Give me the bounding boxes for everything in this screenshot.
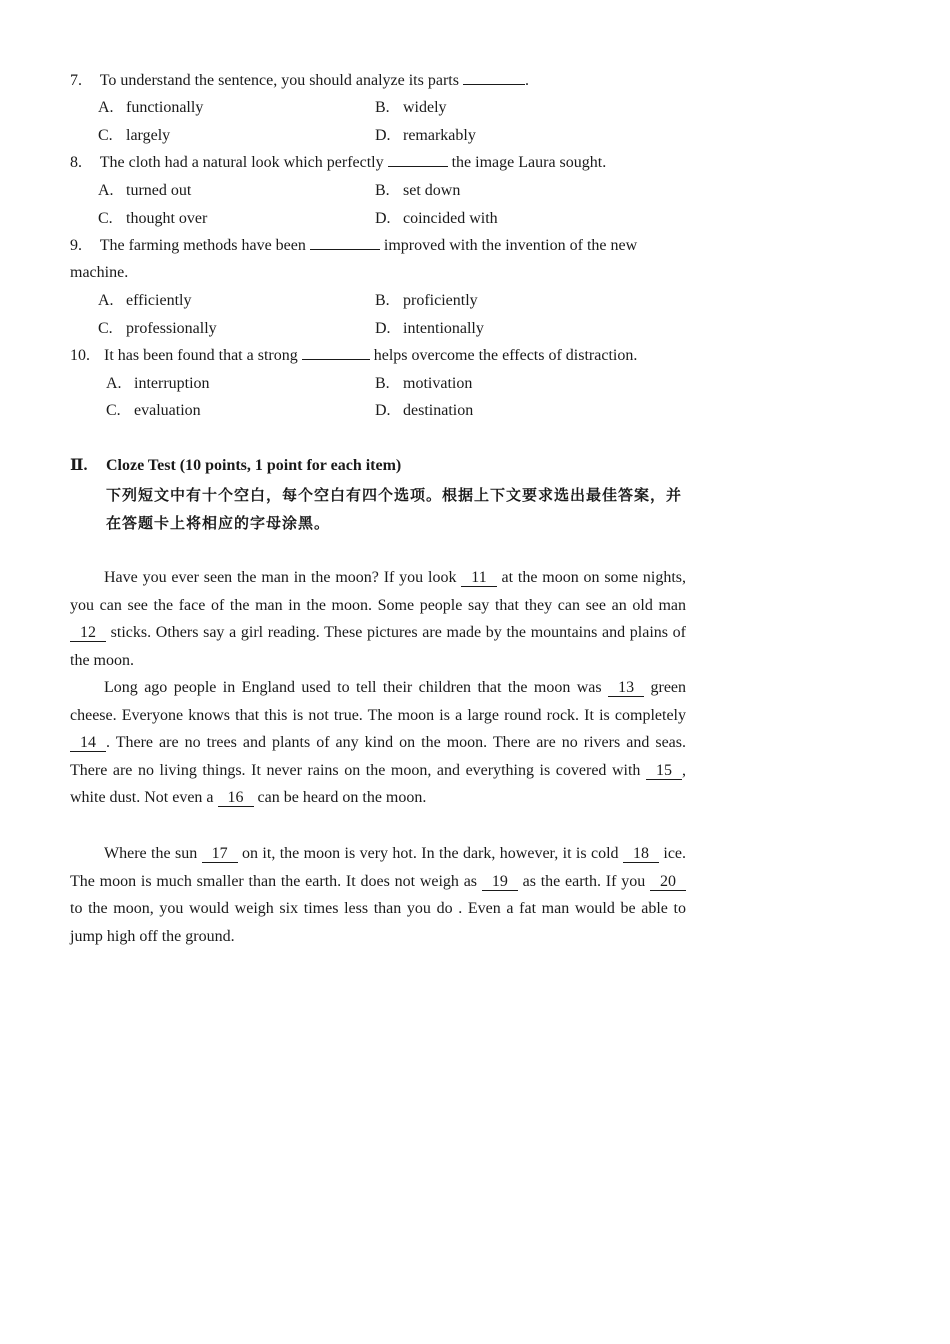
passage-text: to the moon, you would weigh six times less than you do . Even a fat man would be able to jump high off the ground. [70,900,686,945]
option-text: professionally [126,320,217,337]
passage-text: Where the sun [104,845,198,862]
option-text: interruption [134,375,210,392]
option-letter: B. [375,182,390,199]
option-text: remarkably [403,127,476,144]
option-10c [106,397,201,424]
option-letter: C. [106,402,121,419]
option-text: proficiently [403,292,478,309]
passage-paragraph-1 [70,564,686,674]
option-letter: C. [98,127,113,144]
option-letter: D. [375,127,391,144]
option-7a [98,94,203,121]
option-8a [98,177,191,204]
question-stem: It has been found that a strong [104,347,298,364]
option-9b [375,287,478,314]
option-10d [375,397,473,424]
option-letter: C. [98,320,113,337]
option-text: thought over [126,210,208,227]
question-9 [70,232,690,286]
option-8d [375,205,498,232]
option-letter: D. [375,320,391,337]
option-8b [375,177,460,204]
option-text: destination [403,402,474,419]
cloze-blank-18: 18 [623,845,659,863]
option-letter: A. [98,292,114,309]
option-text: intentionally [403,320,484,337]
option-letter: C. [98,210,113,227]
option-letter: D. [375,402,391,419]
passage-text: Have you ever seen the man in the moon? If you look [104,569,457,586]
question-7 [70,67,690,94]
question-number: 7. [70,72,82,89]
option-9a [98,287,191,314]
option-7c [98,122,170,149]
question-8 [70,149,690,176]
cloze-blank-11: 11 [461,569,496,587]
section-heading [70,454,401,478]
question-stem-end: helps overcome the effects of distraction. [373,347,638,364]
option-10a [106,370,210,397]
option-text: efficiently [126,292,192,309]
passage-text: on it, the moon is very hot. In the dark, however, it is cold [242,845,619,862]
option-letter: B. [375,99,390,116]
cloze-blank-14: 14 [70,734,106,752]
option-letter: B. [375,292,390,309]
option-text: coincided with [403,210,498,227]
passage-text: ice. The moon is much smaller than the earth. It does not weigh as [70,845,687,890]
passage-paragraph-2 [70,674,686,812]
passage-text: . There are no trees and plants of any kind on the moon. There are no rivers and seas. There are no living things. It never rains on the moon, and everything is covered with [70,734,686,779]
option-7d [375,122,476,149]
question-number: 9. [70,237,82,254]
option-text: functionally [126,99,204,116]
option-text: motivation [403,375,473,392]
question-stem-end: improved with the invention of the new machine. [70,237,638,281]
question-number: 10. [70,347,90,364]
cloze-blank-13: 13 [608,679,644,697]
option-text: set down [403,182,461,199]
section-number: Ⅱ. [70,457,88,474]
section-instruction: 下列短文中有十个空白，每个空白有四个选项。根据上下文要求选出最佳答案，并在答题卡上将相应的字母涂黑。 [106,486,683,532]
cloze-blank-15: 15 [646,762,682,780]
answer-blank [463,68,525,85]
question-stem: The cloth had a natural look which perfectly [99,154,384,171]
passage-text: green cheese. Everyone knows that this is not true. The moon is a large round rock. It is completely [70,679,687,724]
option-9c [98,315,217,342]
question-10 [70,342,700,369]
cloze-blank-17: 17 [202,845,238,863]
option-text: evaluation [134,402,201,419]
option-text: widely [403,99,447,116]
passage-text: as the earth. If you [522,872,646,890]
answer-blank [388,150,448,167]
passage-text: sticks. Others say a girl reading. These pictures are made by the mountains and plains of the moon. [70,624,687,669]
option-text: largely [126,127,171,144]
question-stem-end: . [524,72,529,89]
option-9d [375,315,484,342]
passage-text: at the moon on some nights, you can see the face of the man in the moon. Some people say that they can see an old man [70,569,687,614]
option-letter: A. [106,375,122,392]
cloze-blank-20: 20 [650,873,686,891]
passage-text: can be heard on the moon. [257,789,427,807]
cloze-blank-19: 19 [482,873,518,891]
option-letter: A. [98,182,114,199]
option-letter: B. [375,375,390,392]
question-stem: The farming methods have been [99,237,306,254]
answer-blank [302,343,370,360]
question-number: 8. [70,154,82,171]
section-title: Cloze Test (10 points, 1 point for each item) [106,457,402,474]
cloze-blank-16: 16 [218,789,254,807]
option-7b [375,94,447,121]
option-text: turned out [126,182,192,199]
option-8c [98,205,207,232]
passage-text: , white dust. Not even a [70,761,687,807]
option-10b [375,370,472,397]
passage-paragraph-3 [70,840,686,950]
question-stem: To understand the sentence, you should analyze its parts [99,72,459,89]
option-letter: D. [375,210,391,227]
passage-text: Long ago people in England used to tell their children that the moon was [104,679,602,696]
answer-blank [310,233,380,250]
option-letter: A. [98,99,114,116]
question-stem-end: the image Laura sought. [451,154,607,171]
cloze-blank-12: 12 [70,624,106,642]
